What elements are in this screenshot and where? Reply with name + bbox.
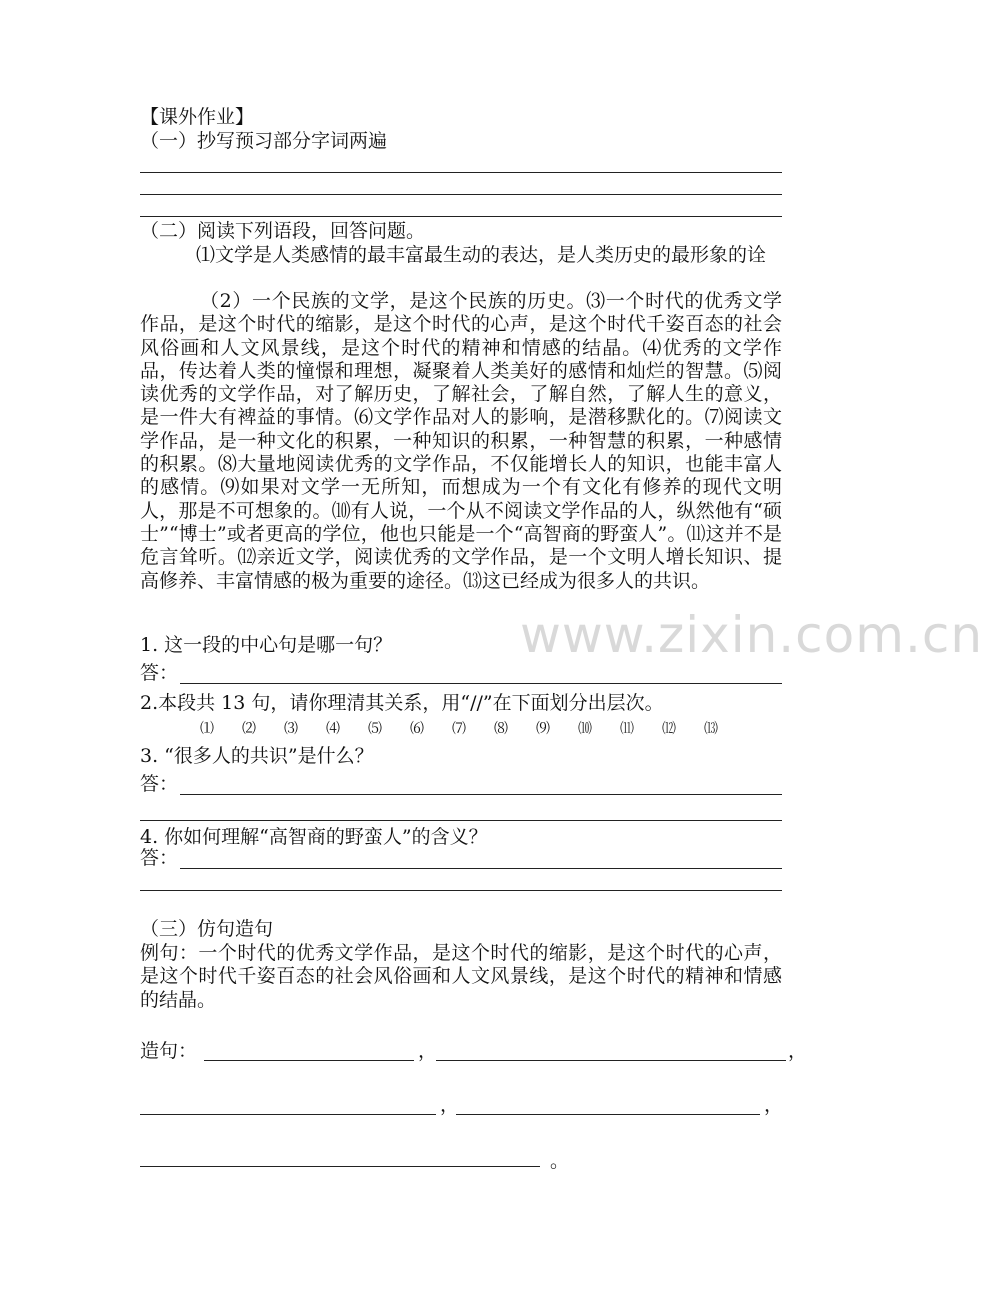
- period: 。: [550, 1150, 570, 1172]
- sentence-number: ⑼: [536, 721, 550, 737]
- answer-3-line-2[interactable]: [140, 820, 782, 821]
- comma: ，: [788, 1040, 808, 1062]
- section-2-title: （二）阅读下列语段，回答问题。: [140, 220, 426, 242]
- sentence-number: ⒀: [704, 721, 718, 737]
- sentence-number: ⑻: [494, 721, 508, 737]
- sentence-number: ⑹: [410, 721, 424, 737]
- question-2: 2.本段共 13 句，请你理清其关系，用“//”在下面划分出层次。: [140, 692, 664, 714]
- homework-title: 【课外作业】: [140, 106, 255, 128]
- section-3-title: （三）仿句造句: [140, 918, 274, 940]
- sentence-number: ⑷: [326, 721, 340, 737]
- passage-first: ⑴文学是人类感情的最丰富最生动的表达，是人类历史的最形象的诠: [196, 244, 767, 266]
- copy-line-2: [140, 194, 782, 195]
- question-1: 1. 这一段的中心句是哪一句？: [140, 634, 393, 656]
- copy-line-1: [140, 172, 782, 173]
- question-3: 3. “很多人的共识”是什么？: [140, 745, 374, 767]
- sentence-number: ⑽: [578, 721, 592, 737]
- answer-4-line-2[interactable]: [140, 890, 782, 891]
- example-sentence: 例句：一个时代的优秀文学作品，是这个时代的缩影，是这个时代的心声，是这个时代千姿百态的社会风俗画和人文风景线，是这个时代的精神和情感的结晶。: [140, 942, 782, 1011]
- sentence-number: ⑴: [200, 721, 214, 737]
- sentence-number: ⑵: [242, 721, 256, 737]
- comma: ，: [764, 1094, 784, 1116]
- imitation-blank-1[interactable]: [204, 1060, 414, 1061]
- imitation-label: 造句：: [140, 1040, 198, 1062]
- section-1-title: （一）抄写预习部分字词两遍: [140, 130, 388, 152]
- sentence-number: ⑿: [662, 721, 676, 737]
- sentence-number: ⑺: [452, 721, 466, 737]
- answer-1-line[interactable]: [180, 683, 782, 684]
- sentence-number: ⑸: [368, 721, 382, 737]
- answer-3-label: 答：: [140, 773, 179, 795]
- answer-3-line-1[interactable]: [180, 794, 782, 795]
- answer-4-line-1[interactable]: [180, 868, 782, 869]
- comma: ，: [418, 1040, 438, 1062]
- watermark: www.zixin.com.cn: [520, 606, 983, 664]
- passage-rest: （2）一个民族的文学，是这个民族的历史。⑶一个时代的优秀文学作品，是这个时代的缩影，是这个时代的心声，是这个时代千姿百态的社会风俗画和人文风景线，是这个时代的精神和情感的结晶。⑷优秀的文学作品，传达着人类的憧憬和理想，凝聚着人类美好的感情和灿烂的智慧。⑸阅读优秀的文学作品，对了解历史，了解社会，了解自然，了解人生的意义，是一件大有裨益的事情。⑹文学作品对人的影响，是潜移默化的。⑺阅读文学作品，是一种文化的积累，一种知识的积累，一种智慧的积累，一种感情的积累。⑻大量地阅读优秀的文学作品，不仅能增长人的知识，也能丰富人的感情。⑼如果对文学一无所知，而想成为一个有文化有修养的现代文明人，那是不可想象的。⑽有人说，一个从不阅读文学作品的人，纵然他有“硕士”“博士”或者更高的学位，他也只能是一个“高智商的野蛮人”。⑾这并不是危言耸听。⑿亲近文学，阅读优秀的文学作品，是一个文明人增长知识、提高修养、丰富情感的极为重要的途径。⒀这已经成为很多人的共识。: [140, 290, 782, 592]
- answer-1-label: 答：: [140, 662, 179, 684]
- imitation-blank-2[interactable]: [436, 1060, 786, 1061]
- imitation-blank-5[interactable]: [140, 1166, 540, 1167]
- imitation-blank-3[interactable]: [140, 1114, 436, 1115]
- copy-line-3: [140, 216, 782, 217]
- comma: ，: [440, 1094, 460, 1116]
- sentence-numbers: [200, 718, 746, 738]
- sentence-number: ⑶: [284, 721, 298, 737]
- question-4: 4. 你如何理解“高智商的野蛮人”的含义？: [140, 826, 488, 848]
- sentence-number: ⑾: [620, 721, 634, 737]
- answer-4-label: 答：: [140, 847, 179, 869]
- imitation-blank-4[interactable]: [456, 1114, 760, 1115]
